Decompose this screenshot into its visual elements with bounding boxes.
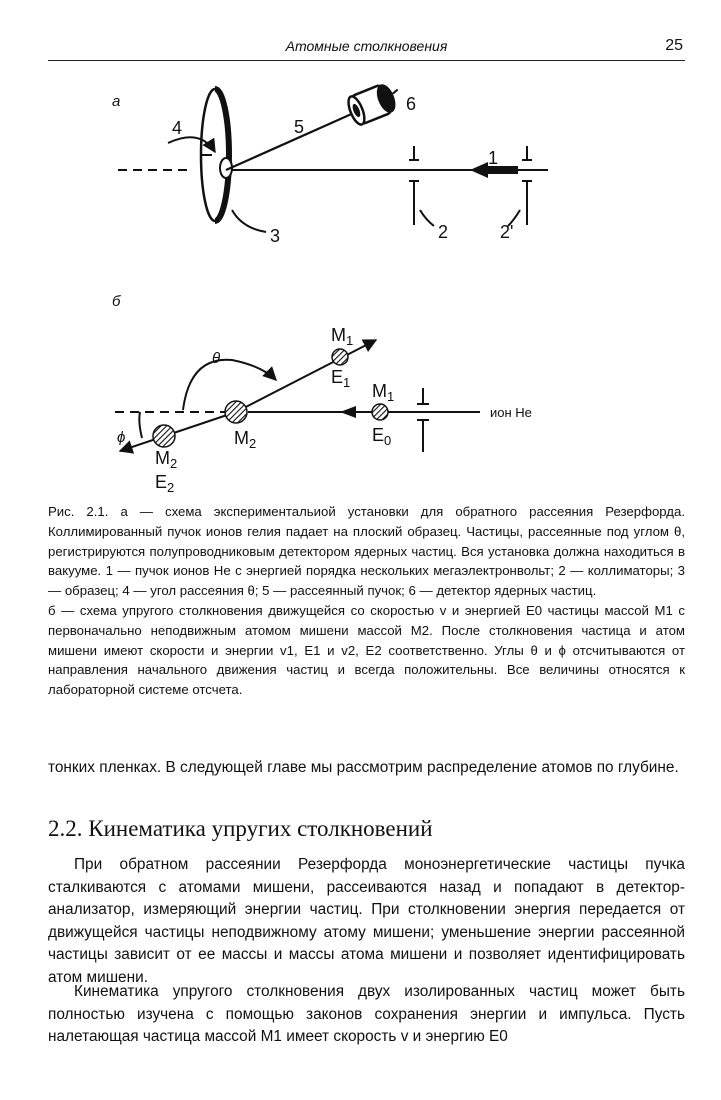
paragraph-2: [48, 854, 685, 990]
collimator-b: [417, 388, 429, 452]
svg-text:E0: $E_0$: [372, 425, 392, 448]
incident-arrow-icon: [340, 406, 356, 418]
scattered-beam: [226, 112, 356, 170]
collimator-left: [409, 146, 419, 225]
sample-disk: [200, 89, 232, 221]
recoil-atom: [153, 425, 175, 447]
label-4: 4: [172, 118, 183, 138]
caption-part-a: Рис. 2.1. а — схема экспериментальиой установки для обратного рассеяния Резерфорда. Коллимированный пучок ионов гелия падает на плоский образец. Частицы, рассеянные под углом θ, регистрируются полупроводниковым детектором ядерных частиц. Вся установка должна находиться в вакууме. 1 — пучок ионов He с энергией порядка нескольких мегаэлектронвольт; 2 — коллиматоры; 3 — образец; 4 — угол рассеяния θ; 5 — рассеянный пучок; 6 — детектор ядерных частиц.: [48, 504, 685, 599]
label-m2-target: [234, 428, 256, 451]
leader-3: [232, 210, 266, 232]
label-e0: [372, 425, 391, 448]
figure-2-1: [0, 60, 721, 500]
recoil-path: [120, 412, 236, 451]
section-heading: 2.2. Кинематика упругих столкновений: [48, 816, 433, 841]
panel-b-label: б: [112, 293, 121, 310]
label-phi: ϕ: [117, 429, 126, 446]
paragraph-3: [48, 981, 685, 1049]
svg-text:M2: $M_2$: [155, 448, 178, 471]
scattered-path: [236, 340, 376, 412]
page-number: 25: [665, 37, 683, 54]
label-1: 1: [488, 148, 499, 168]
panel-a-label: а: [112, 93, 121, 110]
scattered-particle: [332, 349, 348, 365]
label-m2-recoil: [155, 448, 177, 471]
paragraph-1-text: тонких пленках. В следующей главе мы рассмотрим распределение атомов по глубине.: [48, 759, 679, 776]
running-header: [48, 34, 685, 61]
leader-2: [420, 210, 434, 226]
label-e2: [155, 472, 174, 495]
caption-part-b: б — схема упругого столкновения движущейся со скоростью v и энергией E0 частицы массой M1 с первоначально неподвижным атомом мишени массой M2. После столкновения частица и атом мишени имеют скорости и энергии v1, E1 и v2, E2 соответственно. Углы θ и ϕ отсчитываются от направления начального движения частиц и всегда положительны. Все величины относятся к лабораторной системе отсчета.: [48, 602, 685, 698]
svg-text:M2: $M_2$: [234, 428, 257, 451]
paragraph-continued: [48, 757, 685, 780]
label-ion-he: ион He: [490, 405, 532, 420]
detector-icon: [345, 79, 404, 126]
label-3: 3: [270, 226, 281, 246]
phi-arc: [139, 412, 142, 438]
running-title: Атомные столкновения: [285, 38, 448, 54]
label-theta: θ: [212, 350, 221, 367]
label-e1: [331, 367, 350, 390]
svg-text:E2: $E_2$: [155, 472, 175, 495]
label-2: 2: [438, 222, 449, 242]
svg-text:M1: $M_1$: [331, 325, 354, 348]
svg-text:M1: $M_1$: [372, 381, 395, 404]
collimator-right: [522, 146, 532, 225]
label-2-prime: 2': [500, 222, 514, 242]
svg-text:E1: $E_1$: [331, 367, 351, 390]
paragraph-3-text: Кинематика упругого столкновения двух изолированных частиц может быть полностью изучена с помощью законов сохранения энергии и импульса. Пусть налетающая частица массой M1 имеет скорость v и энергию E0: [48, 983, 685, 1046]
panel-a: [112, 79, 548, 246]
paragraph-2-text: При обратном рассеянии Резерфорда моноэнергетические частицы пучка сталкиваются с атомами мишени, рассеиваются назад и попадают в детектор-анализатор, измеряющий энергии частиц. При столкновении энергия передается от движущейся частицы неподвижному атому мишени; уменьшение энергии рассеянной частицы зависит от ее массы и массы атома мишени и позволяет идентифицировать атом мишени.: [48, 856, 685, 986]
figure-caption: [48, 502, 685, 700]
target-atom: [225, 401, 247, 423]
label-m1-scattered: [331, 325, 353, 348]
label-6: 6: [406, 94, 417, 114]
panel-b: [112, 293, 532, 495]
label-m1-incident: [372, 381, 394, 404]
incident-particle: [372, 404, 388, 420]
label-5: 5: [294, 117, 305, 137]
